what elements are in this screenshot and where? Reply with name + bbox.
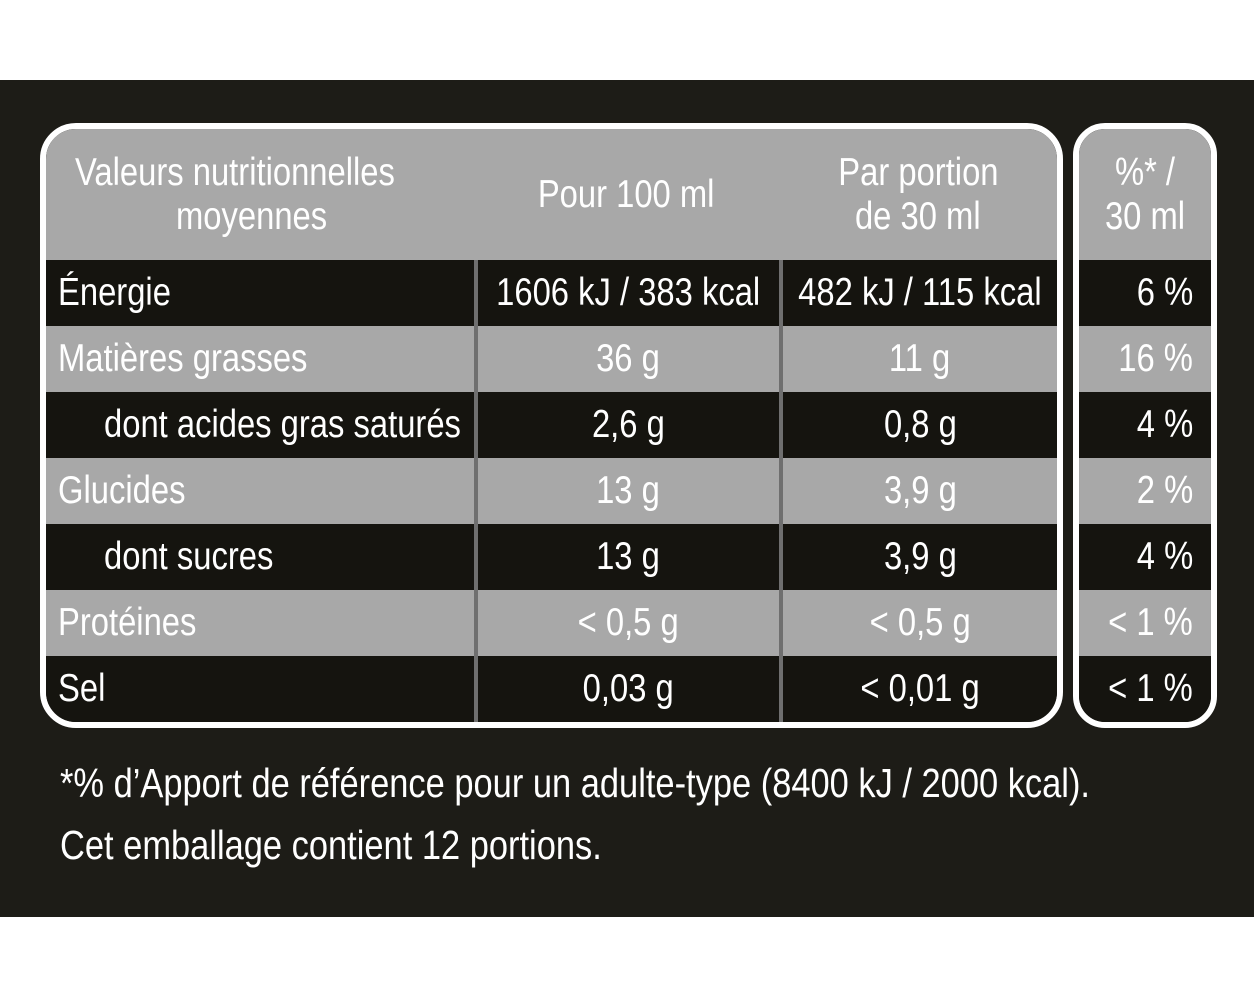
footnote xyxy=(60,752,1254,876)
row-label xyxy=(46,260,474,326)
value-per-portion-text: < 0,5 g xyxy=(869,601,971,644)
value-per-portion xyxy=(779,590,1057,656)
percent-value: < 1 % xyxy=(1108,667,1193,710)
value-per-portion xyxy=(779,458,1057,524)
percent-value: 2 % xyxy=(1136,469,1193,512)
value-per-portion-text: 3,9 g xyxy=(883,535,957,578)
value-per-100ml xyxy=(474,656,779,722)
footnote-reference-line: *% d’Apport de référence pour un adulte-type (8400 kJ / 2000 kcal). xyxy=(60,760,1090,806)
table-row-acides-gras-satures xyxy=(46,392,1057,458)
row-label-text: Protéines xyxy=(58,601,197,644)
percent-header-line1: %* / xyxy=(1114,150,1176,194)
value-per-portion xyxy=(779,392,1057,458)
value-per-100ml xyxy=(474,458,779,524)
value-per-100ml-text: < 0,5 g xyxy=(577,601,679,644)
percent-value: 16 % xyxy=(1118,337,1193,380)
value-per-portion xyxy=(779,524,1057,590)
table-row-proteines xyxy=(46,590,1057,656)
header-per-portion xyxy=(779,129,1057,260)
footnote-portions-line: Cet emballage contient 12 portions. xyxy=(60,822,602,868)
percent-reference-panel xyxy=(1073,123,1217,728)
row-label-text: Sel xyxy=(58,667,106,710)
row-label-text: dont acides gras saturés xyxy=(104,403,461,446)
table-row-energie xyxy=(46,260,1057,326)
row-label xyxy=(46,656,474,722)
percent-value: < 1 % xyxy=(1108,601,1193,644)
table-row-sel xyxy=(46,656,1057,722)
row-label xyxy=(46,392,474,458)
row-label xyxy=(46,590,474,656)
percent-panel-header xyxy=(1079,129,1211,260)
percent-row-acides-gras-satures xyxy=(1079,392,1211,458)
value-per-100ml-text: 36 g xyxy=(596,337,661,380)
percent-value: 6 % xyxy=(1136,271,1193,314)
percent-value: 4 % xyxy=(1136,535,1193,578)
nutrition-table xyxy=(40,123,1063,728)
row-label-text: Glucides xyxy=(58,469,186,512)
header-values-label xyxy=(46,129,474,260)
value-per-100ml-text: 13 g xyxy=(596,535,661,578)
percent-row-proteines xyxy=(1079,590,1211,656)
value-per-portion-text: 3,9 g xyxy=(883,469,957,512)
table-row-sucres xyxy=(46,524,1057,590)
row-label-text: dont sucres xyxy=(104,535,274,578)
value-per-100ml xyxy=(474,590,779,656)
header-values-line1: Valeurs nutritionnelles xyxy=(75,150,396,194)
value-per-portion-text: 482 kJ / 115 kcal xyxy=(798,271,1042,314)
table-row-matieres-grasses xyxy=(46,326,1057,392)
value-per-portion-text: 0,8 g xyxy=(883,403,957,446)
percent-row-sel xyxy=(1079,656,1211,722)
value-per-100ml-text: 0,03 g xyxy=(582,667,674,710)
value-per-portion xyxy=(779,326,1057,392)
value-per-portion xyxy=(779,656,1057,722)
value-per-100ml-text: 2,6 g xyxy=(591,403,665,446)
percent-value: 4 % xyxy=(1136,403,1193,446)
value-per-100ml xyxy=(474,392,779,458)
percent-row-sucres xyxy=(1079,524,1211,590)
row-label xyxy=(46,524,474,590)
value-per-100ml-text: 1606 kJ / 383 kcal xyxy=(496,271,761,314)
header-per-100ml xyxy=(474,129,779,260)
header-values-line2: moyennes xyxy=(175,194,327,238)
header-per-portion-line1: Par portion xyxy=(837,150,999,194)
row-label-text: Énergie xyxy=(58,271,171,314)
percent-row-matieres-grasses xyxy=(1079,326,1211,392)
percent-row-glucides xyxy=(1079,458,1211,524)
row-label-text: Matières grasses xyxy=(58,337,308,380)
value-per-100ml xyxy=(474,326,779,392)
header-per-portion-line2: de 30 ml xyxy=(855,194,981,238)
value-per-100ml-text: 13 g xyxy=(596,469,661,512)
value-per-portion-text: < 0,01 g xyxy=(860,667,980,710)
percent-row-energie xyxy=(1079,260,1211,326)
table-header-row xyxy=(46,129,1057,260)
row-label xyxy=(46,458,474,524)
value-per-100ml xyxy=(474,260,779,326)
header-per-100ml-label: Pour 100 ml xyxy=(537,172,715,216)
row-label xyxy=(46,326,474,392)
value-per-portion xyxy=(779,260,1057,326)
table-row-glucides xyxy=(46,458,1057,524)
percent-header-line2: 30 ml xyxy=(1104,194,1186,238)
value-per-portion-text: 11 g xyxy=(889,337,951,380)
value-per-100ml xyxy=(474,524,779,590)
